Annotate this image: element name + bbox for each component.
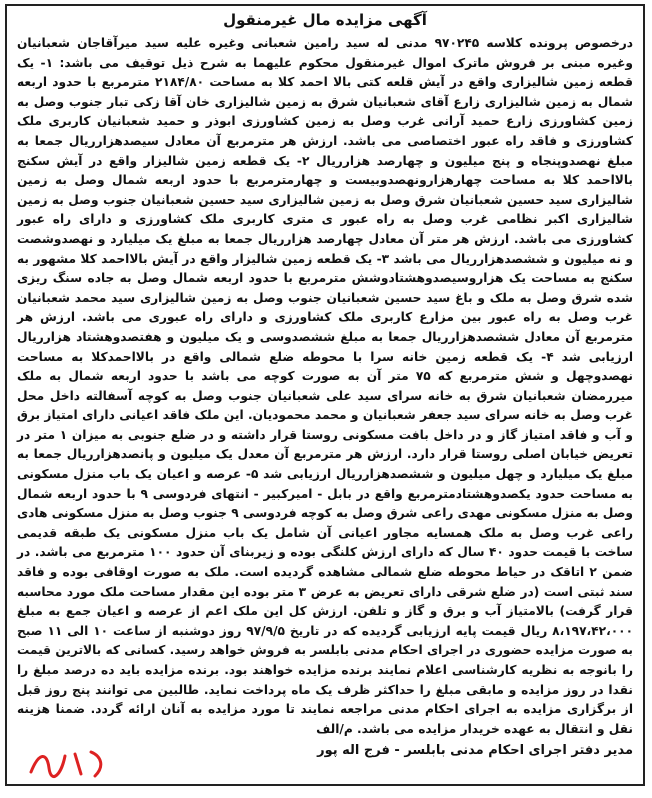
handwritten-mark-icon — [25, 746, 115, 780]
notice-title: آگهی مزایده مال غیرمنقول — [223, 11, 427, 29]
notice-signature: مدیر دفتر اجرای احکام مدنی بابلسر - فرج اله پور — [317, 743, 633, 759]
notice-body: درخصوص پرونده کلاسه ۹۷۰۲۴۵ مدنی له سید رامین شعبانی وغیره علیه سید میرآقاجان شعبانیان وغیره مبنی بر فروش ماترک اموال غیرمنقول محکوم علیهما به شرح ذیل توقیف می باشد: ۱- یک قطعه زمین شالیزاری واقع در آیش قلعه کتی بالا احمد کلا به مساحت ۲۱۸۴/۸۰ مترمربع با حدود اربعه شمال به زمین شالیزاری زارع آقای شعبانیان شرق به زمین شالیزاری خان آقا زکی تبار جنوب وصل به زمین کشاورزی زارع حمید آرانی غرب وصل به زمین کشاورزی ابوذر و حمید شعبانیان کاربری ملک کشاورزی و فاقد راه عبور اختصاصی می باشد. ارزش هر مترمربع آن معادل سیصدهزارریال جمعا به مبلغ نهصدوپنجاه و پنج میلیون و چهارصد هزارریال ۲- یک قطعه زمین شالیزار واقع در آیش سکنج بالااحمد کلا به مساحت چهارهزارونهصدوبیست و چهارمترمربع با حدود اربعه شمال وصل به زمین شالیزاری سید حسین شعبانیان شرق وصل به زمین شالیزاری سید حسین شعبانیان جنوب وصل به زمین شالیزاری اکبر نظامی غرب وصل به راه عبور ی متری کاربری ملک کشاورزی و دارای راه عبور کشاورزی می باشد. ارزش هر متر آن معادل چهارصد هزارریال جمعا به مبلغ یک میلیارد و نهصدوشصت و نه میلیون و ششصدهزارریال می باشد ۳- یک قطعه زمین شالیزار واقع در آیش بالااحمد کلا مشهور به سکنج به مساحت یک هزاروسیصدوهشتادوشش مترمربع با حدود اربعه شمال وصل به جاده سنگ ریزی شده شرق وصل به ملک و باغ سید حسین شعبانیان جنوب وصل به زمین شالیزاری سید محمد شعبانیان غرب وصل به راه عبور بین مزارع کاربری ملک کشاورزی و دارای راه عبوری می باشد. ارزش هر مترمربع آن معادل ششصدهزارریال جمعا به مبلغ ششصدوسی و یک میلیون و هفتصدوهشتاد هزارریال ارزیابی شد ۴- یک قطعه زمین خانه سرا با محوطه ضلع شمالی واقع در بالااحمدکلا به مساحت نهصدوچهل و شش مترمربع که ۷۵ متر آن به صورت کوچه می باشد با حدود اربعه شمال به ملک میررمضان شعبانیان شرق به خانه سرای سید علی شعبانیان جنوب وصل به کوچه آسفالته داخل محل غرب وصل به خانه سرای سید جعفر شعبانیان و محمد محمودیان. این ملک فاقد اعیانی دارای امتیاز برق و آب و فاقد امتیاز گاز و در داخل بافت مسکونی روستا قرار داشته و در ضلع جنوبی به میزان ۱ متر در تعریض خیابان اصلی روستا قرار دارد. ارزش هر مترمربع آن معدل یک میلیون و پانصدهزارریال جمعا به مبلغ یک میلیارد و چهل میلیون و ششصدهزارریال ارزیابی شد ۵- عرصه و اعیان یک باب منزل مسکونی به مساحت حدود یکصدوهشتادمترمربع واقع در بابل - امیرکبیر - انتهای فردوسی ۹ با حدود اربعه شمال وصل به منزل مسکونی مهدی راعی شرق وصل به کوچه فردوسی ۹ جنوب وصل به منزل مسکونی هادی راعی غرب وصل به ملک همسایه مجاور اعیانی آن شامل یک باب منزل مسکونی یک طبقه قدیمی ساخت با قیمت حدود ۴۰ سال که دارای ارزش کلنگی بوده و زیربنای آن حدود ۱۰۰ مترمربع می باشد. در ضمن ۲ اتاقک در حیاط محوطه ضلع شمالی مشاهده گردیده است. ملک به صورت اوقافی بوده و فاقد سند ثبتی است (در ضلع شرقی دارای تعریض به عرض ۳ متر بوده این مقدار مساحت ملک مورد محاسبه قرار گرفت) بالامتیاز آب و برق و گاز و تلفن. ارزش کل این ملک اعم از عرصه و اعیان جمع به مبلغ ۸،۱۹۷،۴۲،۰۰۰ ریال قیمت پایه ارزیابی گردیده که در تاریخ ۹۷/۹/۵ روز دوشنبه از ساعت ۱۰ الی ۱۱ صبح به صورت مزایده حضوری در اجرای احکام مدنی بابلسر به فروش خواهد رسید. کسانی که بالاترین قیمت را بانوجه به نظریه کارشناسی اعلام نمایند برنده مزایده خواهند بود. برنده مزایده باید ده درصد مبلغ را نقدا در روز مزایده و مابقی مبلغ را حداکثر ظرف یک ماه پرداخت نماید. طالبین می توانند پنج روز قبل از برگزاری مزایده به اجرای احکام مدنی مراجعه نمایند تا مورد مزایده به آنان ارائه گردد. ضمنا هزینه نقل و انتقال به عهده خریدار مزایده می باشد. م/الف — [17, 36, 634, 736]
notice-page — [5, 4, 645, 786]
